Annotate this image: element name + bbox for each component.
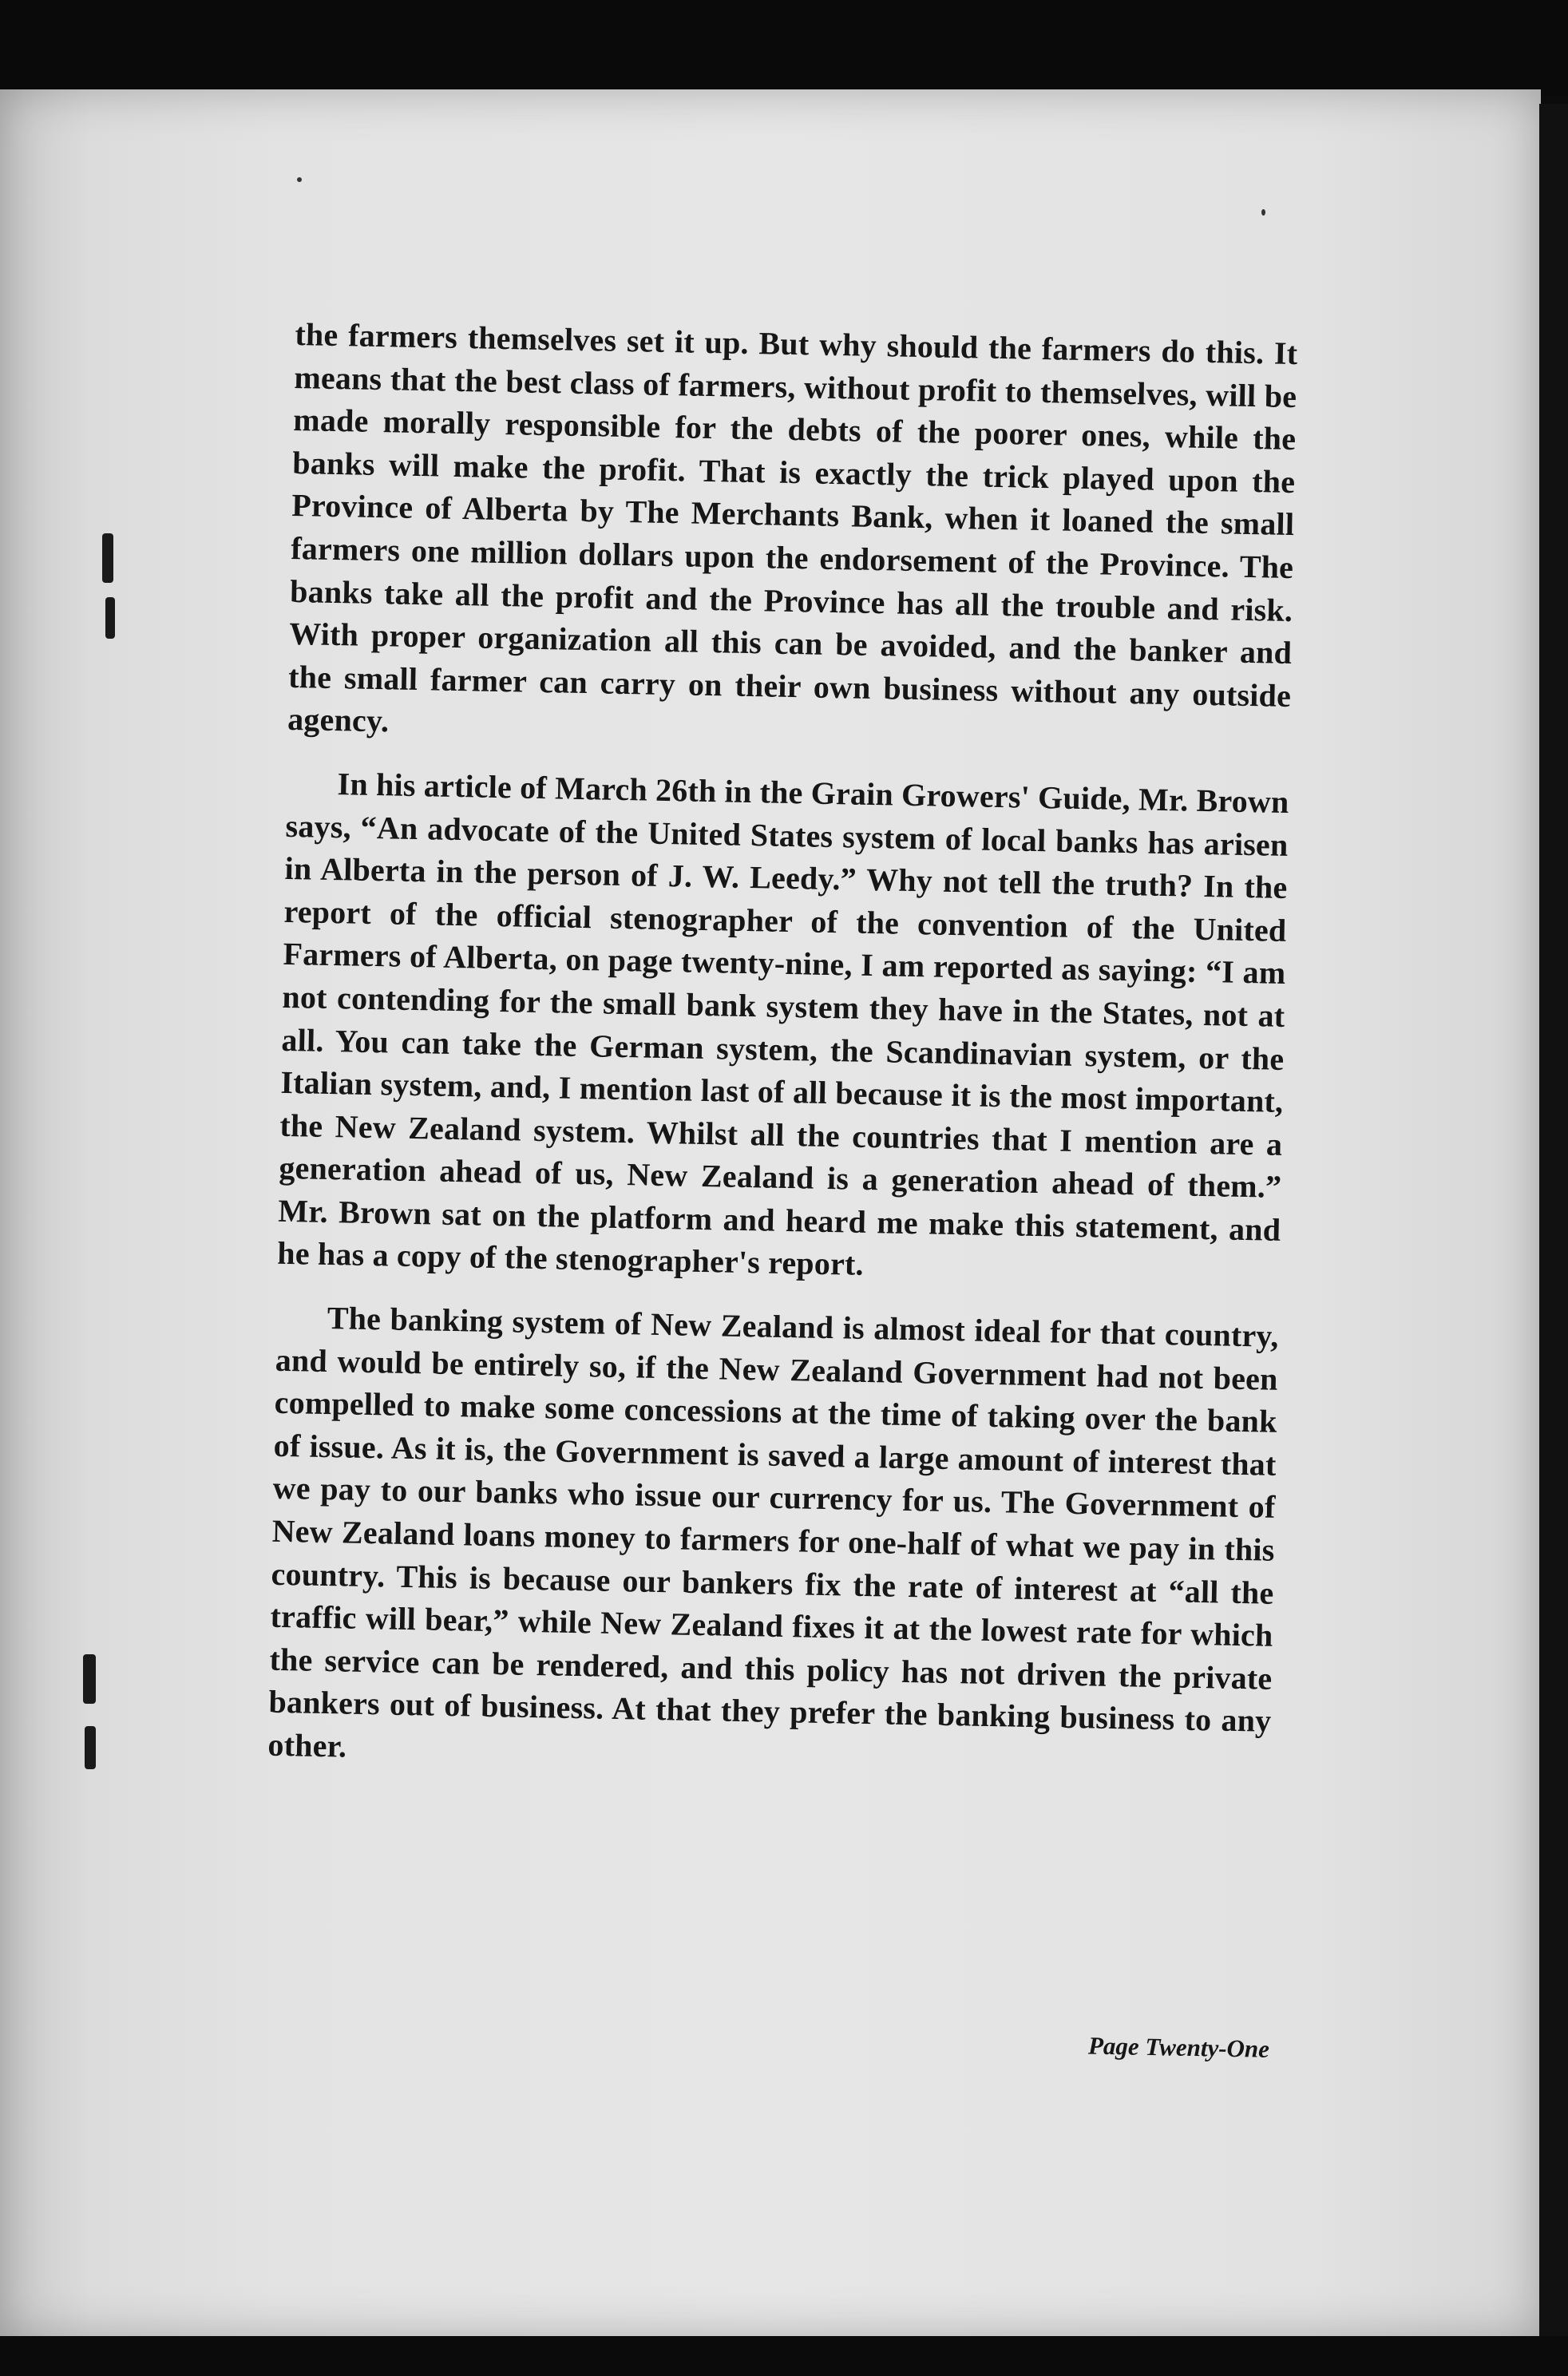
paragraph: The banking system of New Zealand is almost ideal for that country, and would be entirely so, if the New Zealand Government had not been compelled to make some concessions at the time of taking over the bank of issue. As it is, the Government is saved a large amount of interest that we pay to our banks who issue our currency for us. The Government of New Zealand loans money to farmers for one-half of what we pay in this country. This is because our bankers fix the rate of interest at “all the traffic will bear,” while New Zealand fixes it at the lowest rate for which the service can be rendered, and this policy has not driven the private bankers out of business. At that they prefer the banking business to any other. xyxy=(267,1300,1280,1764)
paragraph: the farmers themselves set it up. But why should the farmers do this. It means that the best class of farmers, without profit to themselves, will be made morally responsible for the debts of the poorer ones, while the banks will make the profit. That is exactly the trick played upon the Province of Alberta by The Merchants Bank, when it loaned the small farmers one million dollars upon the endorsement of the Province. The banks take all the profit and the Province has all the trouble and risk. With proper organization all this can be avoided, and the banker and the small farmer can carry on their own business without any outside agency. xyxy=(287,315,1298,739)
paragraph: In his article of March 26th in the Grain Growers' Guide, Mr. Brown says, “An advocate of the United States system of local banks has arisen in Alberta in the person of J. W. Leedy.” Why not tell the truth? In the report of the official stenographer of the convention of the United Farmers of Alberta, on page twenty-nine, I am reported as saying: “I am not contending for the small bank system they have in the States, not at all. You can take the German system, the Scandinavian system, or the Italian system, and, I mention last of all because it is the most important, the New Zealand system. Whilst all the countries that I mention are a generation ahead of us, New Zealand is a generation ahead of them.” Mr. Brown sat on the platform and heard me make this statement, and he has a copy of the stenographer's report. xyxy=(276,766,1289,1283)
page-number: Page Twenty-One xyxy=(1087,2031,1270,2063)
scan-border-right xyxy=(1539,104,1568,2339)
scan-border-top xyxy=(0,0,1568,96)
speck xyxy=(1261,209,1265,216)
body-text xyxy=(267,313,1298,1785)
binding-mark-upper-2 xyxy=(105,597,115,639)
binding-mark-lower-1 xyxy=(83,1654,96,1704)
binding-mark-upper-1 xyxy=(102,533,113,583)
speck xyxy=(297,177,302,182)
scan-border-bottom xyxy=(0,2336,1568,2376)
binding-mark-lower-2 xyxy=(85,1726,96,1769)
